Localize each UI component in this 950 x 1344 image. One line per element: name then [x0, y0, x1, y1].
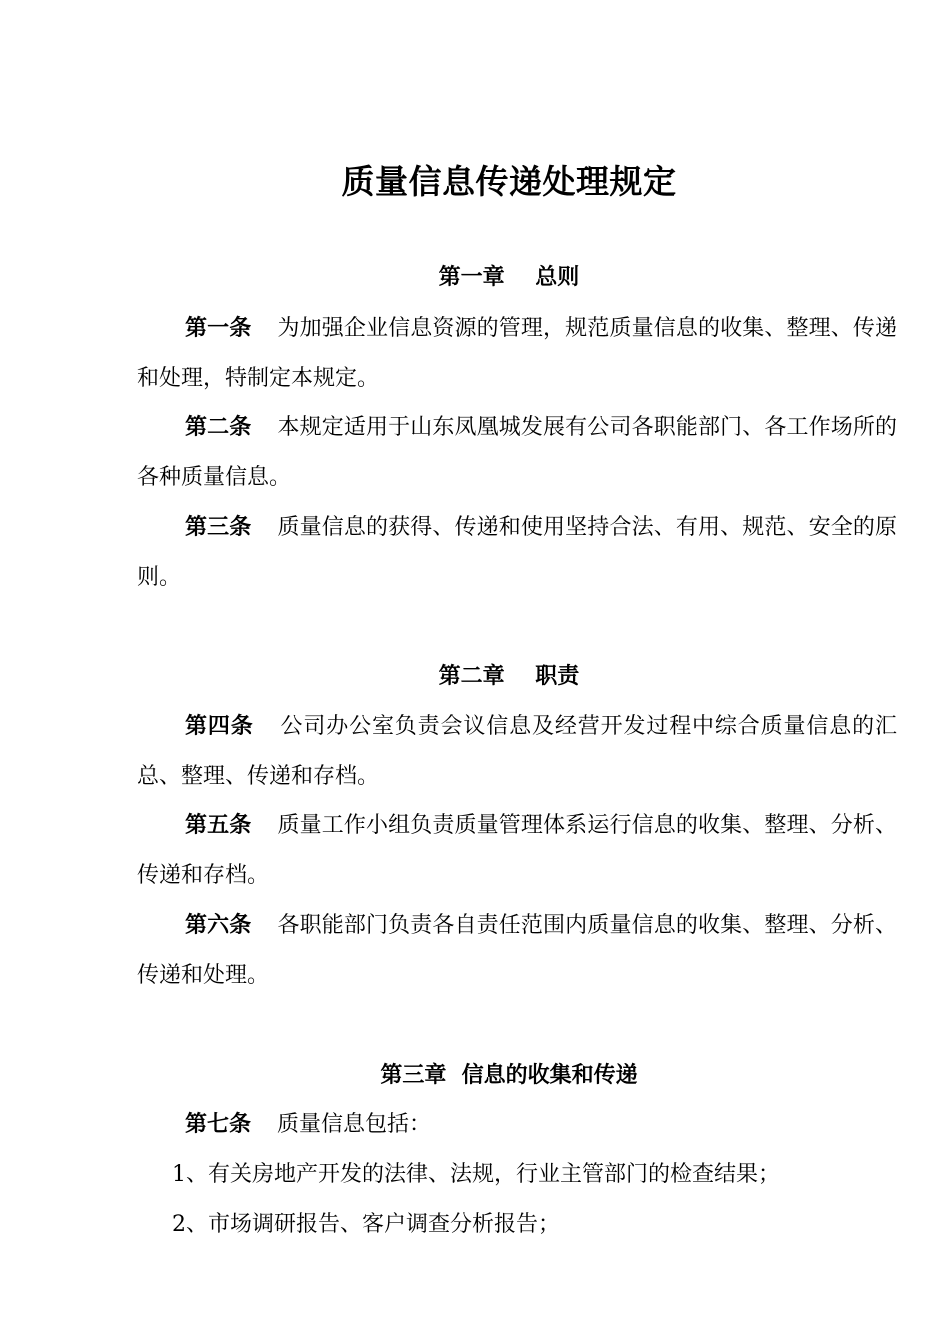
- article-label: 第五条: [185, 813, 252, 838]
- article-text: 本规定适用于山东凤凰城发展有公司各职能部门、各工作场所的各种质量信息。: [137, 415, 897, 490]
- article-text: 各职能部门负责各自责任范围内质量信息的收集、整理、分析、传递和处理。: [137, 913, 897, 988]
- article-text: 为加强企业信息资源的管理，规范质量信息的收集、整理、传递和处理，特制定本规定。: [137, 316, 897, 391]
- article-label: 第六条: [185, 913, 252, 938]
- article-paragraph: [137, 403, 897, 503]
- article-paragraph: [137, 801, 897, 901]
- document-title: 质量信息传递处理规定: [341, 162, 677, 201]
- article-label: 第一条: [185, 316, 252, 341]
- chapter-heading: 第二章 职责: [438, 664, 580, 689]
- article-paragraph: [137, 304, 897, 404]
- chapter-heading: 第一章 总则: [438, 265, 580, 290]
- article-text: 质量信息包括：: [277, 1112, 432, 1137]
- article-text: 公司办公室负责会议信息及经营开发过程中综合质量信息的汇总、整理、传递和存档。: [137, 714, 897, 789]
- article-paragraph: [137, 503, 897, 603]
- list-item: 2、市场调研报告、客户调查分析报告；: [172, 1212, 560, 1237]
- article-label: 第二条: [185, 415, 252, 440]
- article-label: 第七条: [185, 1112, 252, 1137]
- list-item: 1、有关房地产开发的法律、法规，行业主管部门的检查结果；: [172, 1162, 780, 1187]
- article-text: 质量工作小组负责质量管理体系运行信息的收集、整理、分析、传递和存档。: [137, 813, 897, 888]
- article-text: 质量信息的获得、传递和使用坚持合法、有用、规范、安全的原则。: [137, 515, 897, 590]
- chapter-heading: 第三章 信息的收集和传递: [380, 1063, 638, 1088]
- article-paragraph: [137, 702, 897, 802]
- article-label: 第三条: [185, 515, 252, 540]
- article-paragraph: [137, 901, 897, 1001]
- article-label: 第四条: [185, 714, 254, 739]
- article-paragraph: [137, 1100, 897, 1150]
